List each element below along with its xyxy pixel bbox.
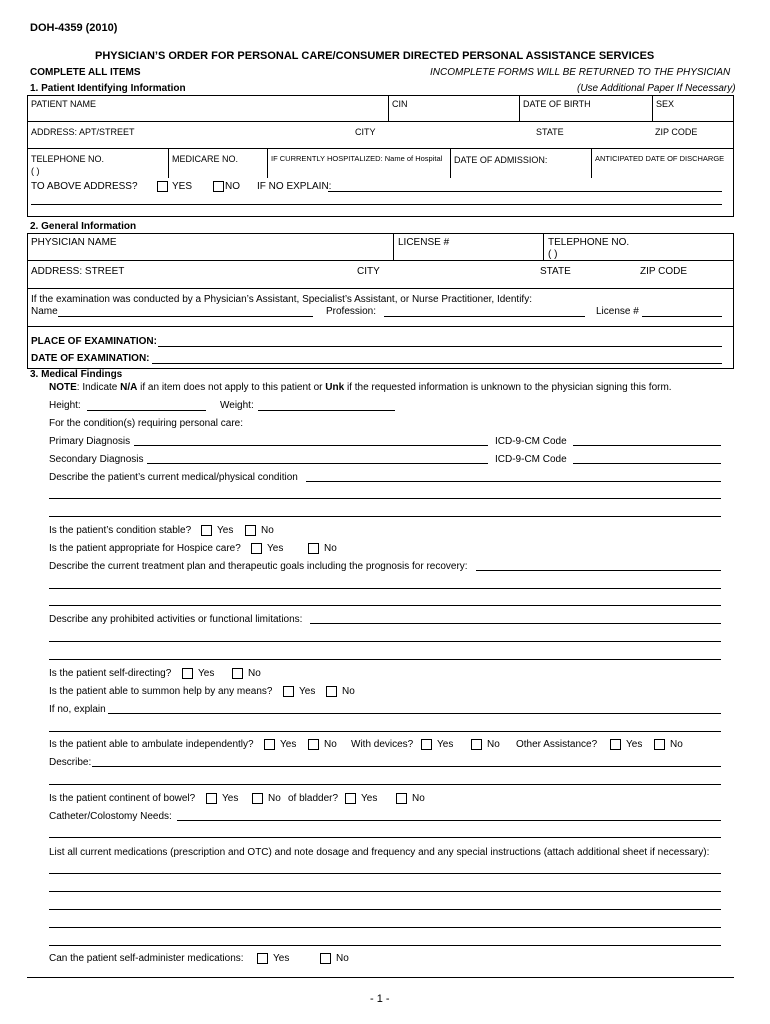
if-no-explain-line-2[interactable] <box>31 204 722 205</box>
treatment-line-1[interactable] <box>476 570 721 571</box>
summon-yes-checkbox[interactable] <box>283 686 294 697</box>
city-label: CITY <box>355 127 376 137</box>
bowel-yes-checkbox[interactable] <box>206 793 217 804</box>
pa-note: If the examination was conducted by a Physician’s Assistant, Specialist’s Assistant, or Nurse Practitioner, Identify: <box>31 294 532 305</box>
above-address-yes-checkbox[interactable] <box>157 181 168 192</box>
bladder-yes-checkbox[interactable] <box>345 793 356 804</box>
above-address-yes-label: YES <box>172 181 193 192</box>
to-above-address-label: TO ABOVE ADDRESS? <box>31 181 138 192</box>
self-directing-yes-checkbox[interactable] <box>182 668 193 679</box>
stable-yes-label: Yes <box>217 525 234 536</box>
summon-explain-line-2[interactable] <box>49 731 721 732</box>
bladder-no-checkbox[interactable] <box>396 793 407 804</box>
catheter-line-2[interactable] <box>49 837 721 838</box>
assistance-yes-label: Yes <box>626 739 643 750</box>
date-of-exam-line[interactable] <box>152 363 722 364</box>
admission-label: DATE OF ADMISSION: <box>454 155 548 165</box>
secondary-diagnosis-label: Secondary Diagnosis <box>49 454 144 465</box>
height-label: Height: <box>49 400 81 411</box>
stable-no-label: No <box>261 525 274 536</box>
assistance-yes-checkbox[interactable] <box>610 739 621 750</box>
incomplete-forms-note: INCOMPLETE FORMS WILL BE RETURNED TO THE PHYSICIAN <box>430 67 731 78</box>
hospice-no-checkbox[interactable] <box>308 543 319 554</box>
place-of-exam-line[interactable] <box>158 346 722 347</box>
prohibited-line-1[interactable] <box>310 623 721 624</box>
zip-label: ZIP CODE <box>655 127 698 137</box>
medicare-label: MEDICARE NO. <box>172 154 239 164</box>
medications-line-1[interactable] <box>49 873 721 874</box>
self-directing-question: Is the patient self-directing? <box>49 668 172 679</box>
bowel-no-label: No <box>268 793 281 804</box>
form-title: PHYSICIAN’S ORDER FOR PERSONAL CARE/CONSUMER DIRECTED PERSONAL ASSISTANCE SERVICES <box>95 50 655 62</box>
treatment-line-3[interactable] <box>49 605 721 606</box>
summon-no-label: No <box>342 686 355 697</box>
place-of-exam-label: PLACE OF EXAMINATION: <box>31 336 157 347</box>
dob-label: DATE OF BIRTH <box>523 99 591 109</box>
if-no-explain-line[interactable] <box>328 191 722 192</box>
conditions-label: For the condition(s) requiring personal care: <box>49 418 243 429</box>
summon-explain-line-1[interactable] <box>108 713 721 714</box>
assistance-no-label: No <box>670 739 683 750</box>
self-administer-no-checkbox[interactable] <box>320 953 331 964</box>
catheter-label: Catheter/Colostomy Needs: <box>49 811 172 822</box>
height-line[interactable] <box>87 410 206 411</box>
physician-city-label: CITY <box>357 266 380 277</box>
describe-condition-label: Describe the patient’s current medical/physical condition <box>49 472 298 483</box>
describe-line-2[interactable] <box>49 784 721 785</box>
describe-line-1[interactable] <box>92 766 721 767</box>
bowel-question: Is the patient continent of bowel? <box>49 793 196 804</box>
stable-no-checkbox[interactable] <box>245 525 256 536</box>
pa-profession-line[interactable] <box>384 316 585 317</box>
pa-name-line[interactable] <box>58 316 313 317</box>
bladder-label: of bladder? <box>288 793 339 804</box>
devices-no-label: No <box>487 739 500 750</box>
icd-code-line-2[interactable] <box>573 463 721 464</box>
physician-state-label: STATE <box>540 266 571 277</box>
icd-code-line-1[interactable] <box>573 445 721 446</box>
primary-diagnosis-line[interactable] <box>134 445 488 446</box>
page-number: - 1 - <box>370 993 390 1005</box>
secondary-diagnosis-line[interactable] <box>147 463 488 464</box>
medications-line-5[interactable] <box>49 945 721 946</box>
self-directing-yes-label: Yes <box>198 668 215 679</box>
complete-all-note: COMPLETE ALL ITEMS <box>30 67 141 78</box>
above-address-no-label: NO <box>225 181 240 192</box>
license-label: LICENSE # <box>398 237 450 248</box>
section-2-heading: 2. General Information <box>30 221 137 232</box>
self-administer-yes-checkbox[interactable] <box>257 953 268 964</box>
devices-yes-checkbox[interactable] <box>421 739 432 750</box>
hospice-no-label: No <box>324 543 337 554</box>
telephone-label: TELEPHONE NO. <box>31 154 105 164</box>
ambulate-no-label: No <box>324 739 337 750</box>
medications-line-4[interactable] <box>49 927 721 928</box>
bowel-no-checkbox[interactable] <box>252 793 263 804</box>
footer-divider <box>27 977 734 978</box>
primary-diagnosis-label: Primary Diagnosis <box>49 436 131 447</box>
prohibited-line-3[interactable] <box>49 659 721 660</box>
condition-line-3[interactable] <box>49 516 721 517</box>
stable-yes-checkbox[interactable] <box>201 525 212 536</box>
summon-no-checkbox[interactable] <box>326 686 337 697</box>
section-3-heading: 3. Medical Findings <box>30 369 123 380</box>
cin-label: CIN <box>392 99 408 109</box>
catheter-line-1[interactable] <box>177 820 721 821</box>
above-address-no-checkbox[interactable] <box>213 181 224 192</box>
if-no-explain-summon-label: If no, explain <box>49 704 106 715</box>
medications-line-3[interactable] <box>49 909 721 910</box>
pa-name-label: Name <box>31 306 58 317</box>
hospice-question: Is the patient appropriate for Hospice care? <box>49 543 241 554</box>
with-devices-label: With devices? <box>351 739 414 750</box>
section-1-heading: 1. Patient Identifying Information <box>30 83 186 94</box>
condition-line-1[interactable] <box>306 481 721 482</box>
state-label: STATE <box>536 127 564 137</box>
summon-question: Is the patient able to summon help by any means? <box>49 686 273 697</box>
stable-question: Is the patient’s condition stable? <box>49 525 192 536</box>
icd-code-label-2: ICD-9-CM Code <box>495 454 567 465</box>
hospitalized-label: IF CURRENTLY HOSPITALIZED: Name of Hospital <box>271 154 443 163</box>
if-no-explain-label: IF NO EXPLAIN: <box>257 181 332 192</box>
bowel-yes-label: Yes <box>222 793 239 804</box>
prohibited-label: Describe any prohibited activities or functional limitations: <box>49 614 303 625</box>
self-directing-no-label: No <box>248 668 261 679</box>
other-assistance-label: Other Assistance? <box>516 739 598 750</box>
hospice-yes-label: Yes <box>267 543 284 554</box>
devices-yes-label: Yes <box>437 739 454 750</box>
self-administer-no-label: No <box>336 953 349 964</box>
date-of-exam-label: DATE OF EXAMINATION: <box>31 353 150 364</box>
pa-license-label: License # <box>596 306 639 317</box>
summon-yes-label: Yes <box>299 686 316 697</box>
self-directing-no-checkbox[interactable] <box>232 668 243 679</box>
devices-no-checkbox[interactable] <box>471 739 482 750</box>
physician-telephone-label: TELEPHONE NO. <box>548 237 630 248</box>
ambulate-question: Is the patient able to ambulate independently? <box>49 739 254 750</box>
treatment-label: Describe the current treatment plan and therapeutic goals including the prognosis for recovery: <box>49 561 468 572</box>
pa-profession-label: Profession: <box>326 306 377 317</box>
weight-line[interactable] <box>258 410 395 411</box>
ambulate-no-checkbox[interactable] <box>308 739 319 750</box>
hospice-yes-checkbox[interactable] <box>251 543 262 554</box>
icd-code-label-1: ICD-9-CM Code <box>495 436 567 447</box>
telephone-paren: ( ) <box>31 166 40 176</box>
ambulate-yes-checkbox[interactable] <box>264 739 275 750</box>
prohibited-line-2[interactable] <box>49 641 721 642</box>
medical-note: NOTE: Indicate N/A if an item does not apply to this patient or Unk if the requested information is unknown to the physician signing this form. <box>49 382 672 393</box>
sex-label: SEX <box>656 99 675 109</box>
additional-paper-note: (Use Additional Paper If Necessary) <box>577 83 736 94</box>
treatment-line-2[interactable] <box>49 588 721 589</box>
assistance-no-checkbox[interactable] <box>654 739 665 750</box>
form-id: DOH-4359 (2010) <box>30 22 118 34</box>
physician-name-label: PHYSICIAN NAME <box>31 237 117 248</box>
self-administer-question: Can the patient self-administer medications: <box>49 953 244 964</box>
medications-line-2[interactable] <box>49 891 721 892</box>
physician-telephone-paren: ( ) <box>548 249 558 260</box>
address-label: ADDRESS: APT/STREET <box>31 127 135 137</box>
pa-license-line[interactable] <box>642 316 722 317</box>
physician-zip-label: ZIP CODE <box>640 266 688 277</box>
ambulate-yes-label: Yes <box>280 739 297 750</box>
describe-label: Describe: <box>49 757 92 768</box>
self-administer-yes-label: Yes <box>273 953 290 964</box>
patient-name-label: PATIENT NAME <box>31 99 97 109</box>
bladder-yes-label: Yes <box>361 793 378 804</box>
weight-label: Weight: <box>220 400 254 411</box>
discharge-label: ANTICIPATED DATE OF DISCHARGE <box>595 154 725 163</box>
medications-label: List all current medications (prescription and OTC) and note dosage and frequency and any special instructions (attach additional sheet if necessary): <box>49 847 710 858</box>
physician-address-label: ADDRESS: STREET <box>31 266 125 277</box>
condition-line-2[interactable] <box>49 498 721 499</box>
bladder-no-label: No <box>412 793 425 804</box>
